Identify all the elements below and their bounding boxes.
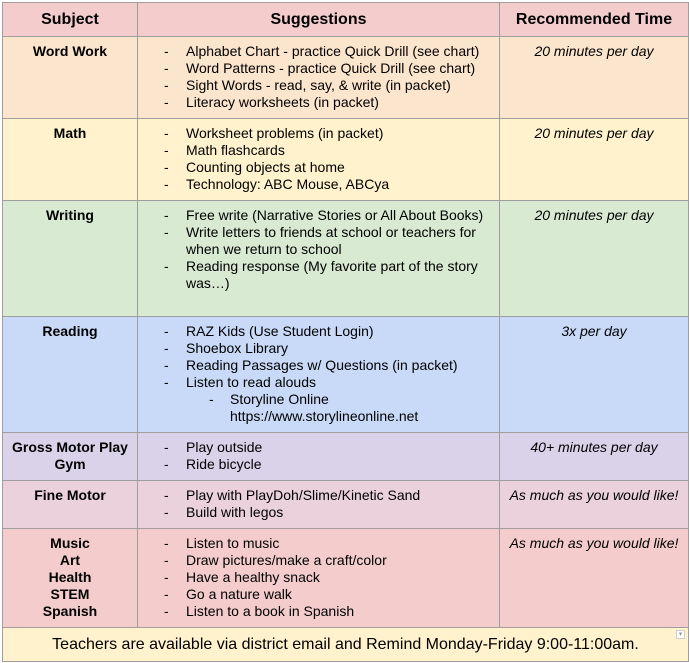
subject-label: Gym xyxy=(54,456,86,472)
suggestion-list xyxy=(138,433,499,475)
time-cell: 20 minutes per day xyxy=(500,37,689,119)
row-reading xyxy=(3,317,689,433)
subject-cell xyxy=(3,201,138,317)
suggestions-cell xyxy=(138,201,500,317)
time-cell: 20 minutes per day xyxy=(500,201,689,317)
subject-cell xyxy=(3,119,138,201)
subject-label: Math xyxy=(53,125,87,141)
suggestion-item: - Math flashcards xyxy=(138,142,493,159)
suggestions-cell xyxy=(138,119,500,201)
footer-row xyxy=(3,628,689,662)
suggestions-cell xyxy=(138,481,500,529)
subject-label: Spanish xyxy=(42,603,98,619)
schedule-table xyxy=(2,2,689,662)
time-cell: 3x per day xyxy=(500,317,689,433)
row-word-work xyxy=(3,37,689,119)
storyline-title: Storyline Online xyxy=(230,391,329,407)
suggestion-list xyxy=(138,37,499,113)
suggestion-list xyxy=(138,481,499,523)
subject-cell xyxy=(3,529,138,628)
storyline-url[interactable]: https://www.storylineonline.net xyxy=(230,408,419,424)
subject-label: Writing xyxy=(46,207,94,223)
subject-label: Fine Motor xyxy=(34,487,106,503)
suggestion-item: - Shoebox Library xyxy=(138,340,493,357)
suggestion-list xyxy=(138,119,499,195)
suggestion-item: - RAZ Kids (Use Student Login) xyxy=(138,323,493,340)
suggestion-item: - Alphabet Chart - practice Quick Drill (see chart) xyxy=(138,43,493,60)
suggestions-cell xyxy=(138,529,500,628)
footer-text: Teachers are available via district email and Remind Monday-Friday 9:00-11:00am. xyxy=(52,635,639,653)
suggestion-item: - Reading response (My favorite part of the story was…) xyxy=(138,258,493,292)
suggestion-list xyxy=(138,201,499,294)
suggestion-item: - Sight Words - read, say, & write (in packet) xyxy=(138,77,493,94)
suggestions-cell xyxy=(138,317,500,433)
cell-dropdown-icon[interactable]: ▾ xyxy=(676,630,685,639)
suggestion-item: - Write letters to friends at school or teachers for when we return to school xyxy=(138,224,493,258)
header-subject: Subject xyxy=(3,3,138,37)
row-specials xyxy=(3,529,689,628)
suggestion-item: - Have a healthy snack xyxy=(138,569,493,586)
subject-cell xyxy=(3,481,138,529)
subject-label: Reading xyxy=(42,323,98,339)
suggestion-item: - Worksheet problems (in packet) xyxy=(138,125,493,142)
time-cell: 40+ minutes per day xyxy=(500,433,689,481)
time-cell: 20 minutes per day xyxy=(500,119,689,201)
row-fine-motor xyxy=(3,481,689,529)
suggestion-item: - Word Patterns - practice Quick Drill (see chart) xyxy=(138,60,493,77)
footer-note xyxy=(3,628,689,662)
suggestion-item: - Technology: ABC Mouse, ABCya xyxy=(138,176,493,193)
subject-label: Music xyxy=(50,535,90,551)
suggestion-item: - Reading Passages w/ Questions (in packet) xyxy=(138,357,493,374)
suggestions-cell xyxy=(138,433,500,481)
header-row xyxy=(3,3,689,37)
subject-label: Gross Motor Play xyxy=(12,439,128,455)
subject-cell xyxy=(3,37,138,119)
suggestion-list xyxy=(138,529,499,622)
suggestion-item: - Literacy worksheets (in packet) xyxy=(138,94,493,111)
suggestion-item: - Listen to read alouds xyxy=(138,374,493,391)
subject-label: Health xyxy=(48,569,92,585)
subject-label: Word Work xyxy=(32,43,108,59)
suggestion-item: - Play with PlayDoh/Slime/Kinetic Sand xyxy=(138,487,493,504)
suggestion-item: - Build with legos xyxy=(138,504,493,521)
suggestion-item: - Go a nature walk xyxy=(138,586,493,603)
subject-cell xyxy=(3,433,138,481)
row-gross-motor xyxy=(3,433,689,481)
row-writing xyxy=(3,201,689,317)
row-math xyxy=(3,119,689,201)
suggestion-item: - Free write (Narrative Stories or All About Books) xyxy=(138,207,493,224)
subject-label: Art xyxy=(59,552,81,568)
header-suggestions: Suggestions xyxy=(138,3,500,37)
suggestion-item: - Counting objects at home xyxy=(138,159,493,176)
suggestion-item: - Listen to music xyxy=(138,535,493,552)
time-cell: As much as you would like! xyxy=(500,529,689,628)
suggestion-item: - Listen to a book in Spanish xyxy=(138,603,493,620)
suggestion-item: - Play outside xyxy=(138,439,493,456)
subject-label: STEM xyxy=(50,586,90,602)
time-cell: As much as you would like! xyxy=(500,481,689,529)
suggestion-item: - Draw pictures/make a craft/color xyxy=(138,552,493,569)
suggestions-cell xyxy=(138,37,500,119)
header-time: Recommended Time xyxy=(500,3,689,37)
suggestion-list xyxy=(138,317,499,427)
subject-cell xyxy=(3,317,138,433)
sub-suggestion-item xyxy=(138,391,493,425)
suggestion-item: - Ride bicycle xyxy=(138,456,493,473)
